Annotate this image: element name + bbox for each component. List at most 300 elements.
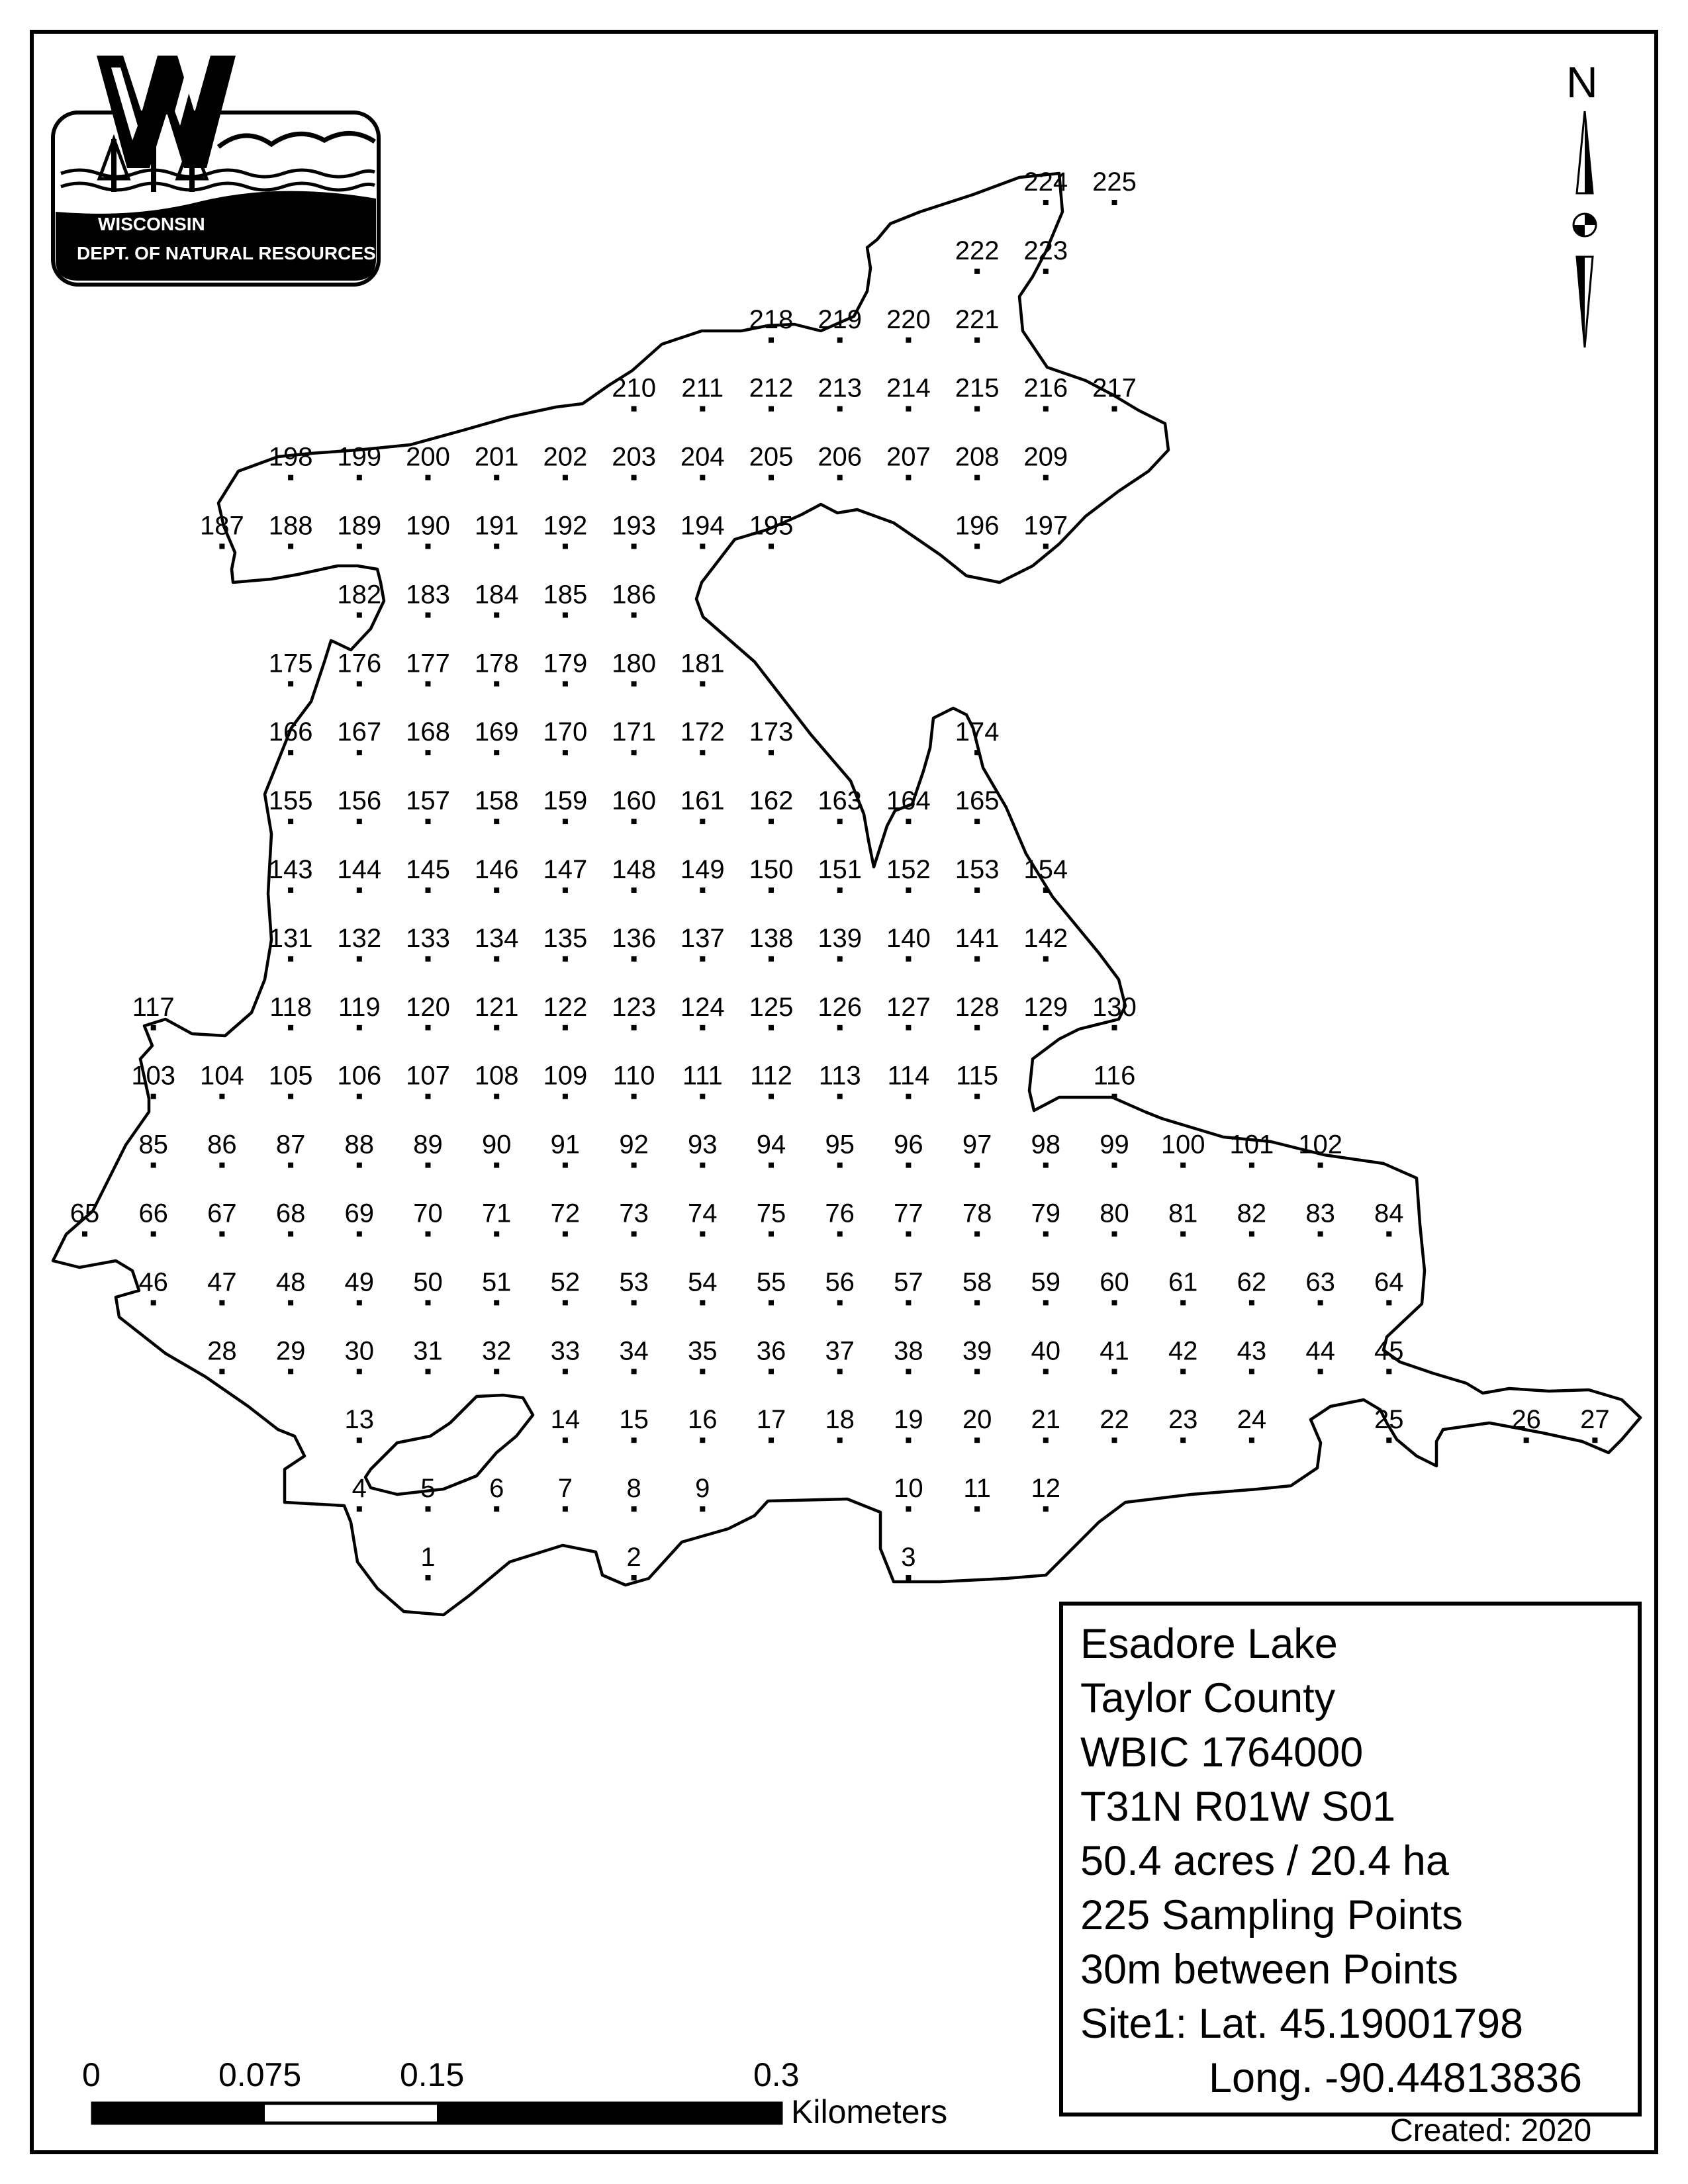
sampling-point-dot [1112,1094,1117,1099]
sampling-point-dot [906,1300,911,1305]
sampling-point-label: 44 [1305,1336,1335,1366]
sampling-point-dot [1112,406,1117,412]
sampling-point-label: 75 [756,1199,786,1228]
sampling-point-dot [1043,1232,1049,1237]
sampling-point-dot [974,1163,980,1168]
sampling-point-dot [906,1369,911,1374]
sampling-point-label: 79 [1031,1199,1061,1228]
logo-line1: WISCONSIN [98,214,205,234]
sampling-point-label: 78 [962,1199,992,1228]
sampling-point-dot [1112,1232,1117,1237]
sampling-point-label: 166 [268,717,313,747]
sampling-point-dot [288,956,293,962]
sampling-point-label: 122 [543,992,588,1022]
sampling-point-label: 221 [955,304,1000,334]
sampling-point-dot [563,475,568,480]
sampling-point-label: 77 [894,1199,923,1228]
sampling-point-label: 153 [955,855,1000,884]
sampling-point-dot [974,887,980,893]
sampling-point-label: 18 [825,1405,855,1435]
sampling-point-label: 204 [680,442,725,472]
sampling-point-dot [357,1369,362,1374]
sampling-point-dot [769,887,774,893]
sampling-point-dot [837,1025,843,1030]
sampling-point-dot [1180,1163,1186,1168]
sampling-point-dot [357,750,362,755]
sampling-point-label: 13 [344,1405,375,1435]
sampling-point-label: 33 [550,1336,581,1366]
sampling-point-label: 84 [1374,1199,1404,1228]
sampling-point-label: 106 [337,1061,382,1091]
sampling-point-label: 40 [1031,1336,1061,1366]
sampling-point-label: 1 [420,1543,436,1572]
sampling-point-dot [563,1094,568,1099]
sampling-point-label: 202 [543,442,588,472]
sampling-point-label: 185 [543,580,588,610]
sampling-point-dot [151,1163,156,1168]
sampling-point-dot [1043,1025,1049,1030]
sampling-point-label: 61 [1168,1267,1198,1297]
sampling-point-dot [82,1232,87,1237]
sampling-point-dot [426,1506,431,1512]
sampling-point-dot [288,887,293,893]
sampling-point-label: 161 [680,786,725,816]
sampling-point-dot [288,1232,293,1237]
sampling-point-label: 171 [612,717,656,747]
sampling-point-dot [288,475,293,480]
sampling-point-dot [1318,1300,1323,1305]
sampling-point-dot [494,1300,499,1305]
sampling-point-label: 147 [543,855,588,884]
sampling-point-label: 105 [268,1061,313,1091]
sampling-point-label: 176 [337,649,382,678]
sampling-point-label: 57 [894,1267,923,1297]
sampling-point-dot [700,1506,705,1512]
sampling-point-label: 103 [131,1061,176,1091]
sampling-point-label: 90 [481,1130,512,1160]
sampling-point-label: 25 [1374,1405,1404,1435]
sampling-point-dot [632,956,637,962]
sampling-point-dot [769,1232,774,1237]
sampling-point-dot [700,475,705,480]
sampling-point-dot [288,1369,293,1374]
sampling-point-label: 191 [474,511,519,541]
sampling-point-label: 82 [1237,1199,1267,1228]
sampling-point-label: 137 [680,923,725,953]
sampling-point-label: 46 [138,1267,168,1297]
sampling-point-dot [837,475,843,480]
sampling-point-dot [426,1025,431,1030]
sampling-point-dot [563,750,568,755]
sampling-point-label: 192 [543,511,588,541]
legend-area: 50.4 acres / 20.4 ha [1080,1838,1449,1884]
sampling-point-label: 45 [1374,1336,1404,1366]
sampling-point-label: 184 [474,580,519,610]
legend-plss: T31N R01W S01 [1080,1784,1396,1830]
sampling-point-dot [1043,1437,1049,1443]
sampling-point-label: 163 [818,786,863,816]
sampling-point-dot [1043,956,1049,962]
sampling-point-dot [494,681,499,686]
sampling-point-dot [632,612,637,617]
sampling-point-label: 175 [268,649,313,678]
sampling-point-dot [1043,475,1049,480]
sampling-point-label: 141 [955,923,1000,953]
sampling-point-label: 209 [1023,442,1068,472]
sampling-point-dot [700,1232,705,1237]
sampling-point-label: 116 [1093,1061,1136,1091]
sampling-point-dot [563,1437,568,1443]
sampling-point-dot [906,1232,911,1237]
sampling-point-dot [769,1300,774,1305]
sampling-point-dot [769,544,774,549]
sampling-point-dot [632,1163,637,1168]
sampling-point-label: 201 [474,442,519,472]
sampling-point-dot [563,887,568,893]
sampling-point-dot [494,1094,499,1099]
sampling-point-label: 93 [688,1130,718,1160]
sampling-point-dot [632,1025,637,1030]
sampling-point-dot [426,1300,431,1305]
sampling-point-dot [974,475,980,480]
sampling-point-label: 138 [749,923,794,953]
sampling-point-label: 68 [275,1199,306,1228]
sampling-point-label: 182 [337,580,382,610]
sampling-point-dot [700,1025,705,1030]
sampling-point-dot [974,1437,980,1443]
wdnr-logo [53,56,379,285]
map-legend [1059,1602,1642,2116]
sampling-point-label: 48 [275,1267,306,1297]
sampling-point-label: 110 [612,1061,655,1091]
north-label: N [1566,58,1598,107]
sampling-point-label: 134 [474,923,519,953]
legend-lake-name: Esadore Lake [1080,1621,1338,1667]
sampling-point-label: 43 [1237,1336,1267,1366]
sampling-point-label: 108 [474,1061,519,1091]
sampling-point-label: 152 [886,855,931,884]
sampling-point-label: 196 [955,511,1000,541]
sampling-point-dot [426,1575,431,1580]
sampling-point-label: 34 [619,1336,649,1366]
sampling-point-label: 49 [344,1267,375,1297]
sampling-point-label: 180 [612,649,656,678]
sampling-point-dot [837,1300,843,1305]
sampling-point-label: 30 [344,1336,375,1366]
sampling-point-dot [219,1094,224,1099]
sampling-point-dot [288,1163,293,1168]
sampling-point-label: 188 [268,511,313,541]
sampling-point-dot [1318,1369,1323,1374]
sampling-point-label: 6 [489,1474,504,1504]
legend-wbic: WBIC 1764000 [1080,1729,1364,1776]
sampling-point-label: 212 [749,373,794,403]
sampling-point-dot [769,1094,774,1099]
sampling-point-label: 218 [749,304,794,334]
sampling-point-label: 207 [886,442,931,472]
sampling-point-dot [357,819,362,824]
sampling-point-label: 205 [749,442,794,472]
sampling-point-dot [700,544,705,549]
sampling-point-dot [906,956,911,962]
sampling-point-label: 174 [955,717,1000,747]
sampling-point-dot [563,819,568,824]
sampling-point-dot [426,819,431,824]
sampling-point-label: 55 [756,1267,786,1297]
sampling-point-dot [1180,1437,1186,1443]
sampling-point-label: 14 [550,1405,581,1435]
sampling-point-label: 217 [1092,373,1137,403]
sampling-point-dot [632,819,637,824]
sampling-point-dot [1249,1300,1254,1305]
sampling-point-dot [769,1437,774,1443]
sampling-point-dot [837,1163,843,1168]
scale-tick-3: 0.3 [753,2056,800,2093]
sampling-point-dot [563,1025,568,1030]
sampling-point-dot [906,406,911,412]
legend-spacing: 30m between Points [1080,1946,1458,1993]
sampling-point-label: 210 [612,373,656,403]
sampling-point-dot [357,475,362,480]
sampling-point-label: 151 [818,855,863,884]
sampling-point-label: 150 [749,855,794,884]
sampling-point-label: 54 [688,1267,718,1297]
sampling-point-label: 126 [818,992,863,1022]
sampling-point-dot [974,819,980,824]
sampling-point-dot [700,1369,705,1374]
sampling-point-label: 193 [612,511,656,541]
sampling-point-dot [494,475,499,480]
created-note: Created: 2020 [1390,2113,1592,2148]
sampling-point-label: 179 [543,649,588,678]
sampling-point-label: 113 [818,1061,861,1091]
sampling-point-dot [700,1163,705,1168]
sampling-point-dot [151,1094,156,1099]
sampling-point-label: 186 [612,580,656,610]
sampling-point-dot [426,1094,431,1099]
sampling-point-dot [632,887,637,893]
sampling-point-dot [563,544,568,549]
sampling-point-label: 164 [886,786,931,816]
sampling-point-dot [563,1369,568,1374]
sampling-point-dot [1043,269,1049,274]
sampling-point-label: 111 [682,1061,723,1091]
sampling-point-dot [769,338,774,343]
sampling-point-label: 155 [268,786,313,816]
sampling-point-label: 21 [1031,1405,1061,1435]
sampling-point-label: 58 [962,1267,992,1297]
sampling-point-label: 132 [337,923,382,953]
sampling-point-label: 53 [619,1267,649,1297]
sampling-point-label: 140 [886,923,931,953]
sampling-point-dot [357,544,362,549]
sampling-point-dot [906,338,911,343]
sampling-point-dot [426,612,431,617]
sampling-point-dot [632,1575,637,1580]
sampling-point-label: 112 [750,1061,792,1091]
sampling-point-dot [1043,1369,1049,1374]
sampling-point-dot [357,887,362,893]
sampling-point-label: 8 [626,1474,641,1504]
sampling-point-label: 59 [1031,1267,1061,1297]
sampling-point-dot [1112,1025,1117,1030]
sampling-point-label: 87 [275,1130,306,1160]
sampling-point-dot [357,1506,362,1512]
sampling-point-label: 121 [474,992,519,1022]
sampling-point-label: 144 [337,855,382,884]
sampling-point-dot [1043,200,1049,205]
sampling-point-label: 115 [956,1061,998,1091]
sampling-point-dot [1249,1437,1254,1443]
sampling-point-label: 80 [1100,1199,1129,1228]
sampling-point-dot [906,1575,911,1580]
sampling-point-label: 195 [749,511,794,541]
sampling-point-dot [219,1163,224,1168]
sampling-point-dot [288,1094,293,1099]
sampling-point-label: 162 [749,786,794,816]
sampling-point-dot [563,1300,568,1305]
sampling-point-dot [288,1300,293,1305]
sampling-point-dot [974,338,980,343]
sampling-point-dot [563,956,568,962]
sampling-point-dot [1043,1300,1049,1305]
sampling-point-dot [837,1369,843,1374]
sampling-point-label: 83 [1305,1199,1335,1228]
sampling-point-dot [357,681,362,686]
sampling-point-label: 28 [207,1336,237,1366]
sampling-point-label: 67 [207,1199,237,1228]
sampling-point-dot [632,475,637,480]
sampling-point-dot [769,1163,774,1168]
sampling-point-label: 124 [680,992,725,1022]
sampling-point-dot [974,544,980,549]
sampling-point-dot [769,819,774,824]
sampling-point-label: 211 [681,373,724,403]
sampling-point-dot [357,1025,362,1030]
sampling-point-label: 29 [275,1336,306,1366]
sampling-point-label: 74 [688,1199,718,1228]
sampling-point-label: 125 [749,992,794,1022]
sampling-point-label: 145 [406,855,450,884]
sampling-point-label: 118 [269,992,312,1022]
sampling-point-dot [1592,1437,1597,1443]
sampling-point-label: 215 [955,373,1000,403]
sampling-point-dot [357,1437,362,1443]
sampling-point-label: 10 [894,1474,923,1504]
sampling-point-label: 117 [132,992,175,1022]
north-arrow-icon [1573,111,1596,347]
sampling-point-dot [769,406,774,412]
island-outline [365,1395,533,1494]
sampling-point-label: 17 [756,1405,786,1435]
sampling-point-label: 63 [1305,1267,1335,1297]
sampling-point-label: 16 [688,1405,718,1435]
sampling-point-dot [632,406,637,412]
sampling-point-label: 15 [619,1405,649,1435]
sampling-point-dot [632,1369,637,1374]
sampling-point-label: 177 [406,649,450,678]
sampling-point-label: 187 [200,511,244,541]
sampling-point-dot [1318,1163,1323,1168]
sampling-point-label: 70 [413,1199,443,1228]
sampling-point-dot [1112,1163,1117,1168]
sampling-point-label: 52 [550,1267,581,1297]
sampling-point-dot [1180,1369,1186,1374]
sampling-point-dot [219,544,224,549]
sampling-point-label: 24 [1237,1405,1267,1435]
sampling-point-label: 95 [825,1130,855,1160]
sampling-point-dot [906,1163,911,1168]
sampling-point-label: 146 [474,855,519,884]
sampling-point-label: 129 [1023,992,1068,1022]
sampling-point-dot [632,681,637,686]
sampling-point-dot [632,1437,637,1443]
sampling-point-label: 216 [1023,373,1068,403]
sampling-point-dot [563,1163,568,1168]
sampling-point-dot [563,612,568,617]
sampling-point-dot [494,1506,499,1512]
sampling-point-label: 208 [955,442,1000,472]
sampling-point-dot [1249,1232,1254,1237]
sampling-point-dot [426,544,431,549]
sampling-point-dot [357,956,362,962]
sampling-point-dot [426,681,431,686]
sampling-point-dot [700,681,705,686]
sampling-point-label: 198 [268,442,313,472]
scale-unit: Kilometers [791,2093,948,2130]
sampling-point-dot [426,1232,431,1237]
sampling-point-dot [906,475,911,480]
sampling-point-dot [357,1094,362,1099]
sampling-point-dot [1112,1437,1117,1443]
scale-bar [93,2103,781,2123]
sampling-point-dot [632,1506,637,1512]
sampling-point-dot [974,269,980,274]
sampling-point-dot [426,887,431,893]
sampling-point-dot [1386,1369,1391,1374]
sampling-point-label: 214 [886,373,931,403]
sampling-point-label: 23 [1168,1405,1198,1435]
sampling-point-dot [1043,406,1049,412]
sampling-point-dot [426,475,431,480]
sampling-point-dot [494,887,499,893]
sampling-point-dot [700,1437,705,1443]
sampling-point-dot [837,1437,843,1443]
sampling-point-label: 2 [626,1543,641,1572]
sampling-point-label: 225 [1092,167,1137,197]
sampling-point-label: 220 [886,304,931,334]
sampling-point-label: 35 [688,1336,718,1366]
sampling-point-dot [494,956,499,962]
sampling-point-label: 88 [344,1130,375,1160]
sampling-point-dot [974,1300,980,1305]
sampling-point-dot [1386,1437,1391,1443]
sampling-point-dot [769,750,774,755]
sampling-point-label: 85 [138,1130,168,1160]
sampling-point-label: 222 [955,236,1000,265]
sampling-point-dot [426,750,431,755]
sampling-point-dot [700,887,705,893]
sampling-point-label: 89 [413,1130,443,1160]
sampling-point-label: 142 [1023,923,1068,953]
sampling-point-dot [974,1094,980,1099]
sampling-point-dot [1112,1300,1117,1305]
sampling-point-dot [974,1025,980,1030]
sampling-point-dot [1180,1232,1186,1237]
sampling-point-label: 100 [1160,1130,1205,1160]
sampling-point-dot [837,1232,843,1237]
sampling-point-dot [288,544,293,549]
